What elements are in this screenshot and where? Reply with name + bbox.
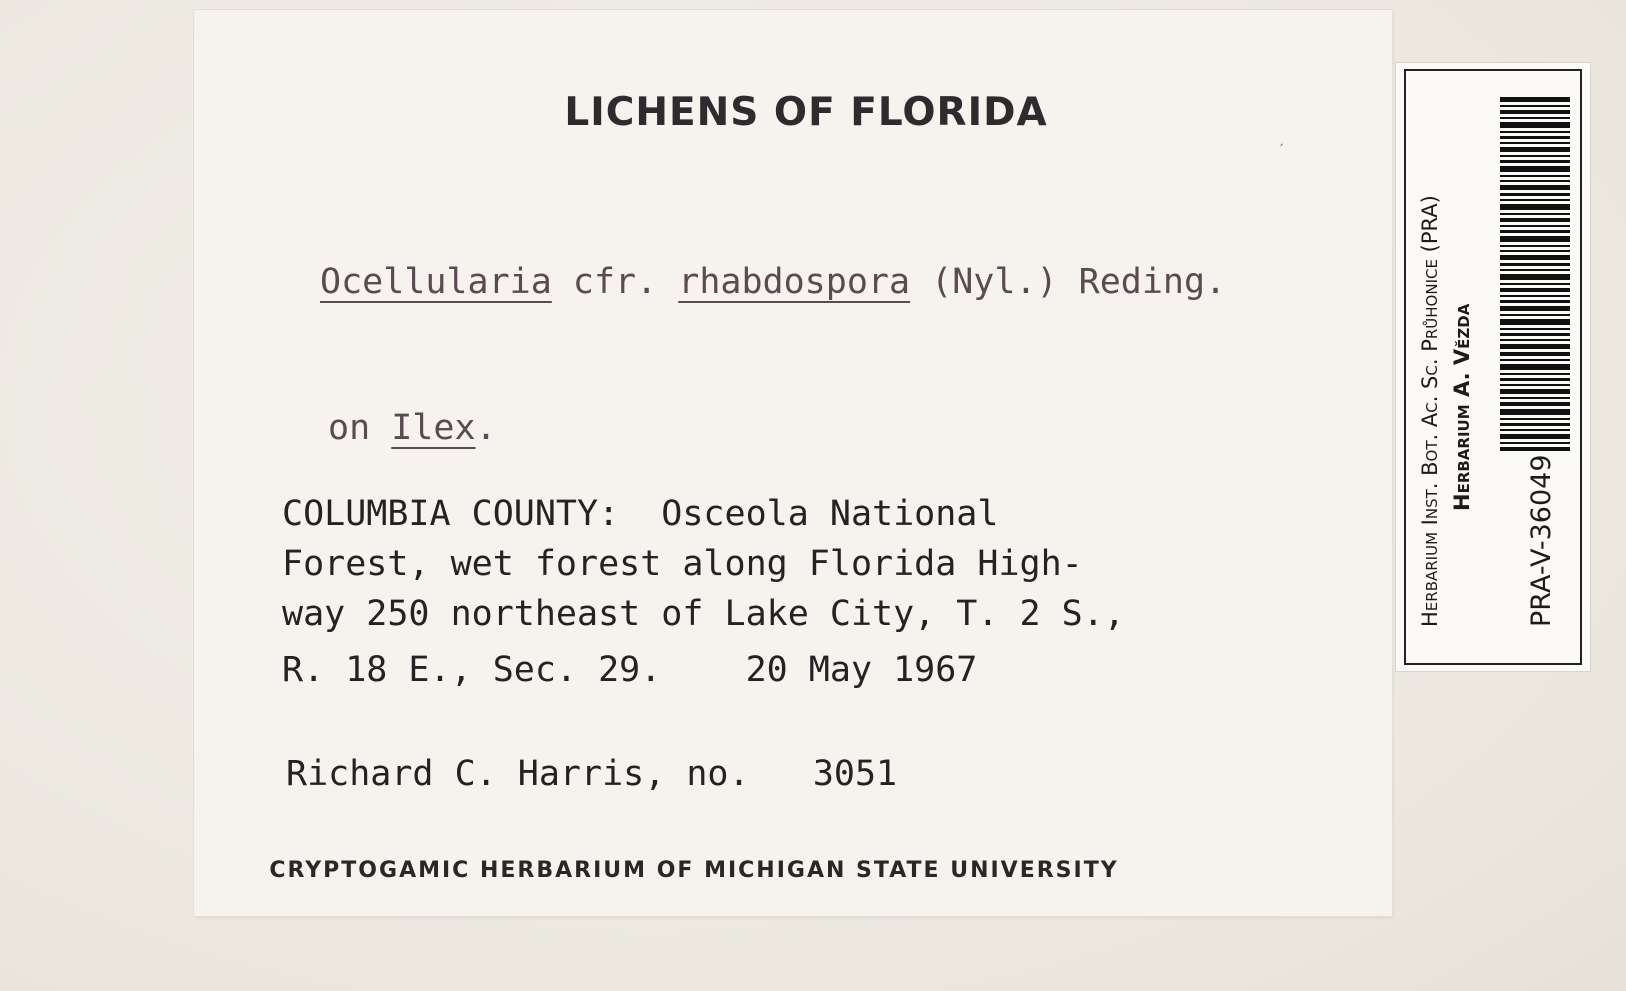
specimen-label <box>194 10 1392 916</box>
collector-line <box>286 754 897 794</box>
locality-line-1: COLUMBIA COUNTY: Osceola National <box>282 494 999 534</box>
cfr-text: cfr. <box>572 262 658 302</box>
collector-name: Richard C. Harris, no. <box>286 754 750 794</box>
collection-number: 3051 <box>812 754 898 794</box>
genus-name: Ocellularia <box>320 262 552 302</box>
locality-line-2: Forest, wet forest along Florida High- <box>282 544 1083 584</box>
label-footer: CRYPTOGAMIC HERBARIUM OF MICHIGAN STATE UNIVERSITY <box>269 858 1119 883</box>
herbarium-slip-frame <box>1404 69 1582 665</box>
herbarium-slip <box>1395 62 1591 672</box>
substrate-line <box>328 408 497 448</box>
locality-line-3: way 250 northeast of Lake City, T. 2 S., <box>282 594 1125 634</box>
substrate-name: Ilex <box>391 408 476 448</box>
species-name: rhabdospora <box>678 262 911 302</box>
institution-text: Herbarium Inst. Bot. Ac. Sc. Průhonice (PRA) <box>1418 195 1442 627</box>
taxon-author: (Nyl.) Reding. <box>931 262 1227 302</box>
barcode-icon <box>1500 95 1570 455</box>
substrate-suffix: . <box>475 408 497 448</box>
substrate-prefix: on <box>328 408 371 448</box>
taxon-name <box>320 262 1226 302</box>
locality-line-4: R. 18 E., Sec. 29. 20 May 1967 <box>282 650 978 690</box>
pencil-mark: ˏ <box>1278 132 1284 146</box>
barcode-id-text: PRA-V-36049 <box>1526 454 1557 627</box>
collection-text: Herbarium A. Vězda <box>1450 303 1474 511</box>
label-title: LICHENS OF FLORIDA <box>564 90 1048 135</box>
